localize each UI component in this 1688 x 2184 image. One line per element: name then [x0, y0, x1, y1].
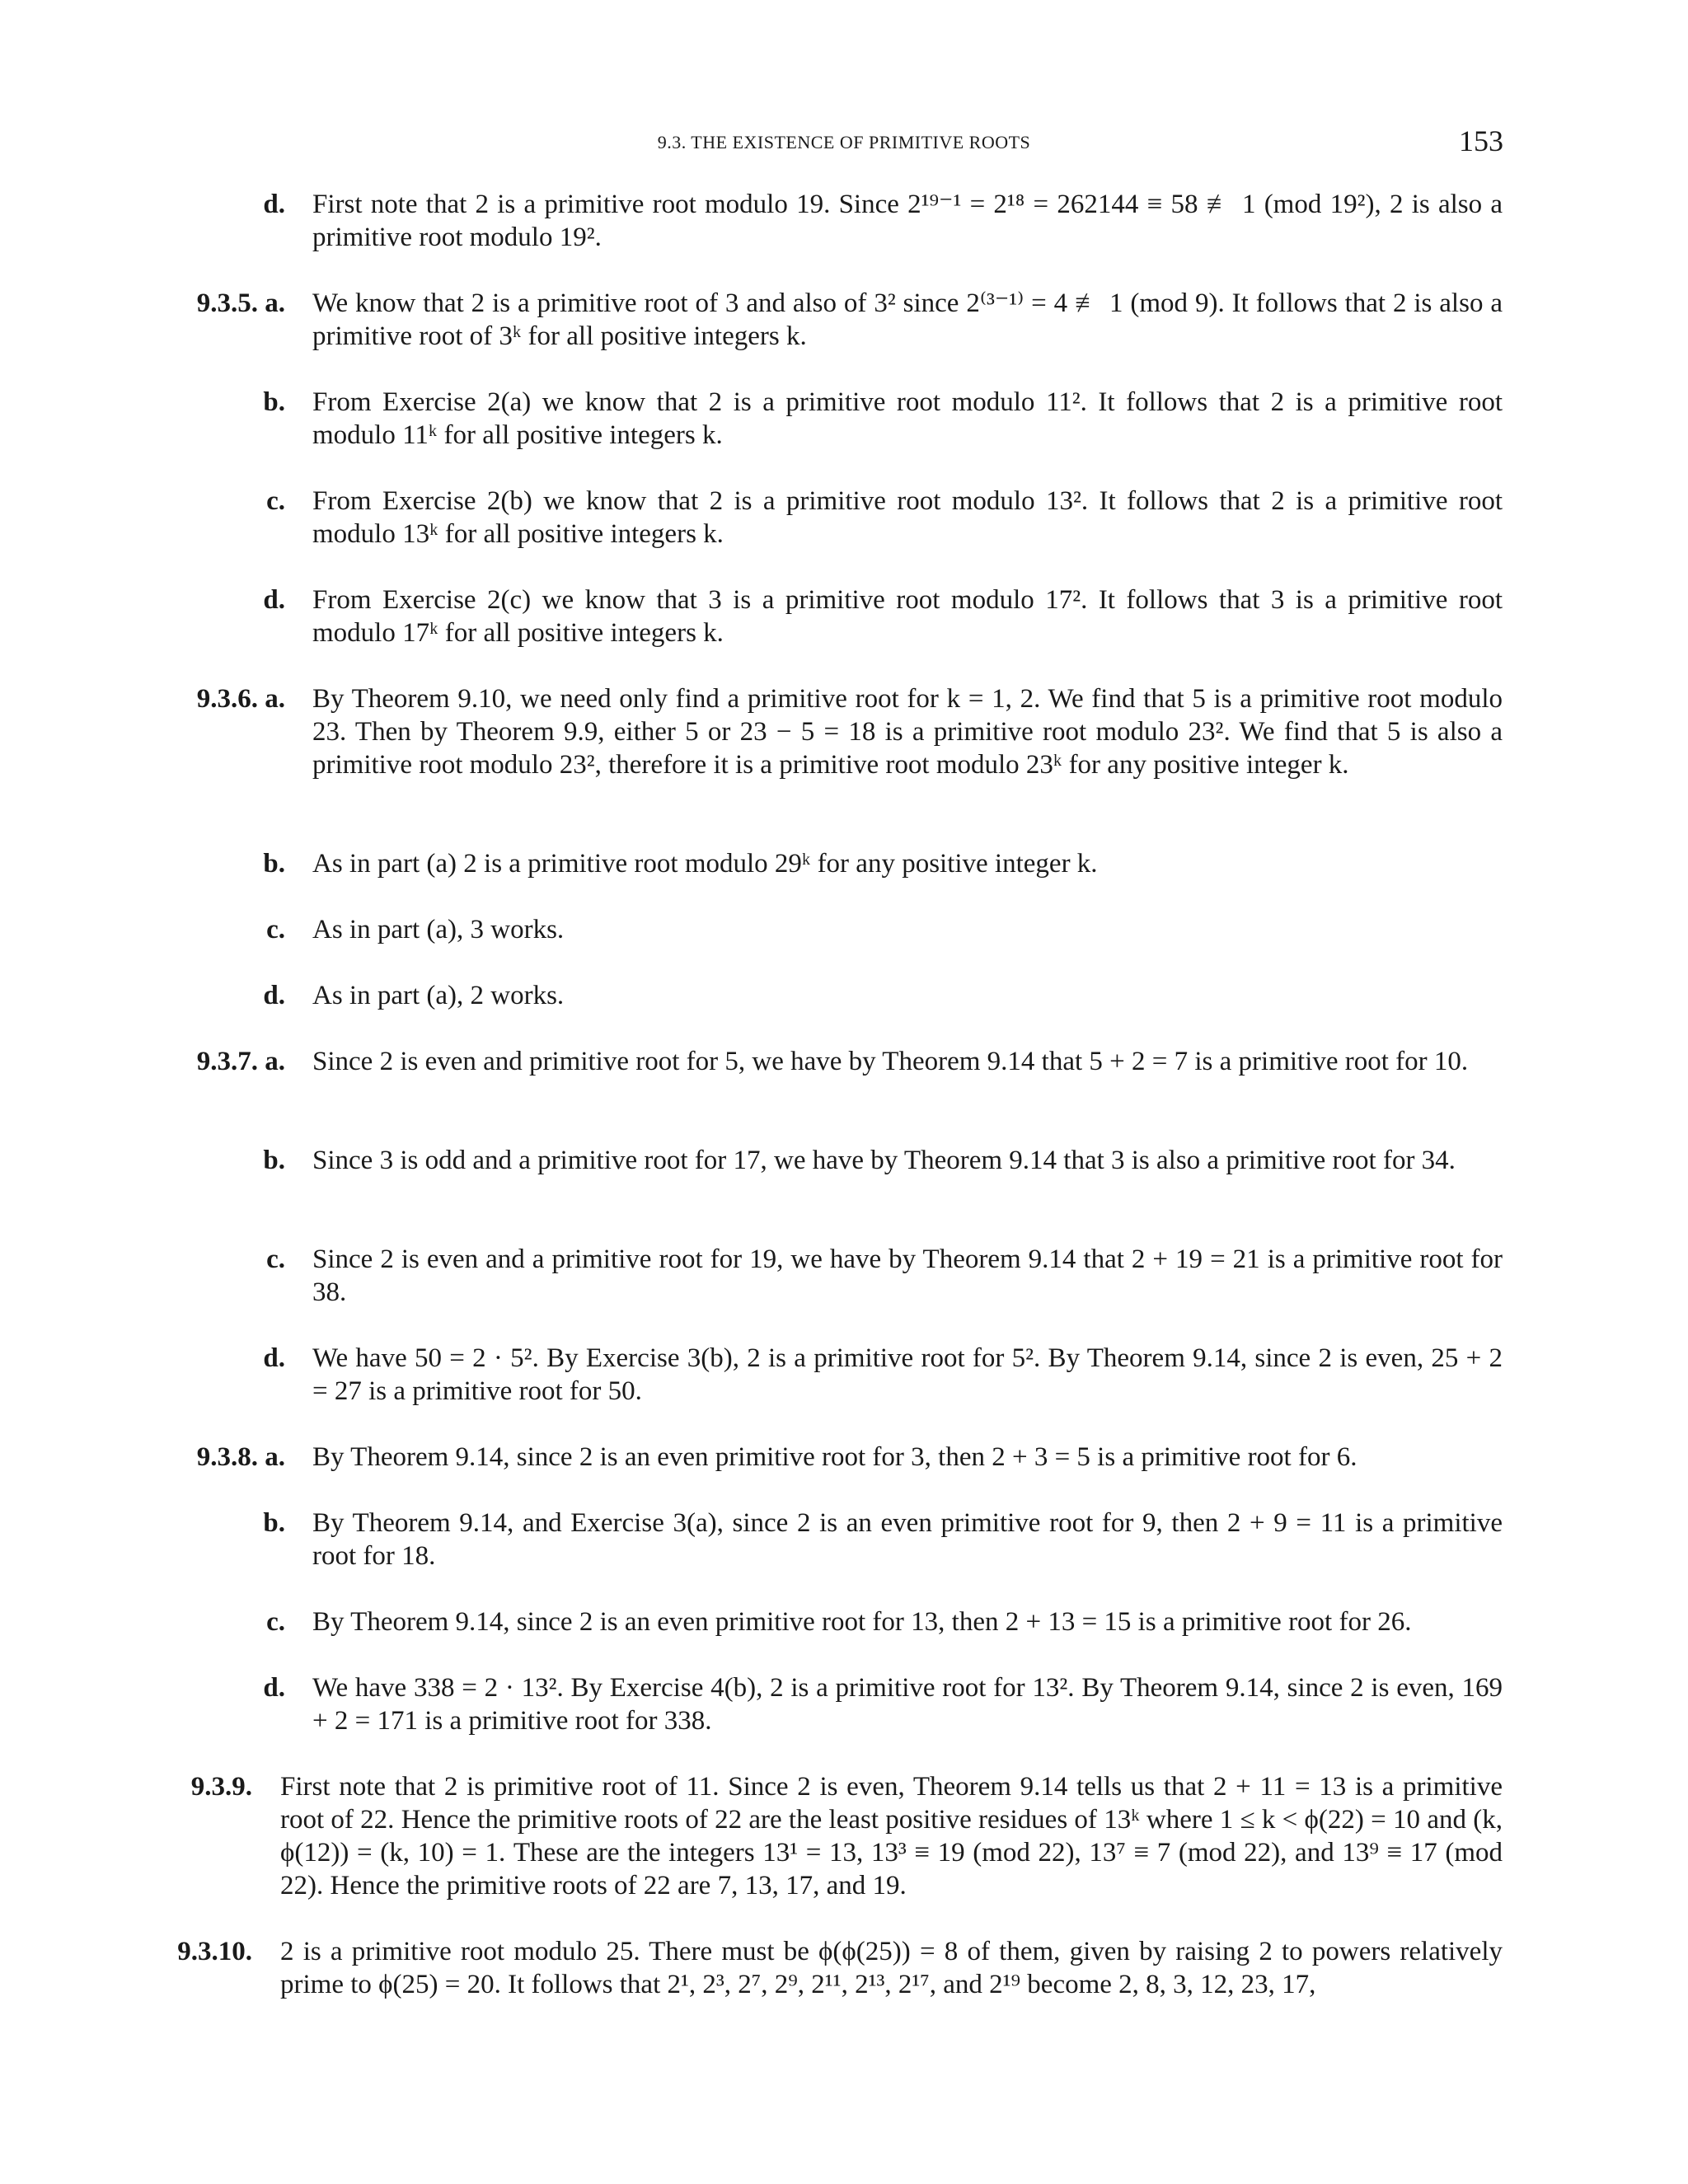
item-text: By Theorem 9.14, and Exercise 3(a), since 2 is an even primitive root for 9, then 2 + 9 = 11 is a primitive root for 18.: [312, 1508, 1503, 1571]
item-label: c.: [266, 1607, 285, 1637]
item-text: From Exercise 2(b) we know that 2 is a primitive root modulo 13². It follows that 2 is a primitive root modulo 13ᵏ for all positive integers k.: [312, 486, 1503, 549]
item-label: d.: [263, 1343, 285, 1373]
item-label: b.: [263, 1508, 285, 1538]
item-text: By Theorem 9.10, we need only find a primitive root for k = 1, 2. We find that 5 is a primitive root modulo 23. Then by Theorem 9.9, either 5 or 23 − 5 = 18 is a primitive root modulo 23². We find that 5 is also a primitive root modulo 23², therefore it is a primitive root modulo 23ᵏ for any positive integer k.: [312, 684, 1503, 780]
item-label: c.: [266, 486, 285, 516]
page-number: 153: [1459, 124, 1503, 157]
item-label: 9.3.7. a.: [196, 1047, 285, 1076]
item-label: 9.3.9.: [190, 1772, 252, 1802]
item-text: By Theorem 9.14, since 2 is an even primitive root for 13, then 2 + 13 = 15 is a primitive root for 26.: [312, 1607, 1412, 1637]
item-label: b.: [263, 1146, 285, 1175]
item-text: First note that 2 is primitive root of 11. Since 2 is even, Theorem 9.14 tells us that 2 + 11 = 13 is a primitive root of 22. Hence the primitive roots of 22 are the least positive residues of 13ᵏ where 1 ≤ k < ϕ(22) = 10 and (k, ϕ(12)) = (k, 10) = 1. These are the integers 13¹ = 13, 13³ ≡ 19 (mod 22), 13⁷ ≡ 7 (mod 22), and 13⁹ ≡ 17 (mod 22). Hence the primitive roots of 22 are 7, 13, 17, and 19.: [280, 1772, 1503, 1900]
item-text: As in part (a) 2 is a primitive root modulo 29ᵏ for any positive integer k.: [312, 849, 1098, 879]
item-label: 9.3.10.: [177, 1937, 252, 1966]
item-text: From Exercise 2(a) we know that 2 is a primitive root modulo 11². It follows that 2 is a primitive root modulo 11ᵏ for all positive integers k.: [312, 387, 1503, 450]
item-label: b.: [263, 387, 285, 417]
item-label: 9.3.8. a.: [196, 1442, 285, 1472]
item-label: d.: [263, 1673, 285, 1703]
item-text: Since 2 is even and a primitive root for 19, we have by Theorem 9.14 that 2 + 19 = 21 is a primitive root for 38.: [312, 1244, 1503, 1307]
item-text: By Theorem 9.14, since 2 is an even primitive root for 3, then 2 + 3 = 5 is a primitive root for 6.: [312, 1442, 1357, 1472]
item-text: We have 338 = 2 · 13². By Exercise 4(b), 2 is a primitive root for 13². By Theorem 9.14, since 2 is even, 169 + 2 = 171 is a primitive root for 338.: [312, 1673, 1503, 1736]
item-text: From Exercise 2(c) we know that 3 is a primitive root modulo 17². It follows that 3 is a primitive root modulo 17ᵏ for all positive integers k.: [312, 585, 1503, 648]
item-label: 9.3.6. a.: [196, 684, 285, 714]
item-label: c.: [266, 1244, 285, 1274]
item-text: We have 50 = 2 · 5². By Exercise 3(b), 2 is a primitive root for 5². By Theorem 9.14, since 2 is even, 25 + 2 = 27 is a primitive root for 50.: [312, 1343, 1503, 1406]
item-label: b.: [263, 849, 285, 879]
item-label: d.: [263, 585, 285, 615]
item-label: 9.3.5. a.: [196, 288, 285, 318]
item-label: d.: [263, 981, 285, 1010]
item-text: We know that 2 is a primitive root of 3 and also of 3² since 2⁽³⁻¹⁾ = 4 ≢ 1 (mod 9). It follows that 2 is also a primitive root of 3ᵏ for all positive integers k.: [312, 288, 1503, 351]
running-title: 9.3. THE EXISTENCE OF PRIMITIVE ROOTS: [657, 132, 1031, 152]
item-text: 2 is a primitive root modulo 25. There must be ϕ(ϕ(25)) = 8 of them, given by raising 2 to powers relatively prime to ϕ(25) = 20. It follows that 2¹, 2³, 2⁷, 2⁹, 2¹¹, 2¹³, 2¹⁷, and 2¹⁹ become 2, 8, 3, 12, 23, 17,: [280, 1937, 1503, 1999]
item-label: d.: [263, 190, 285, 219]
item-text: As in part (a), 3 works.: [312, 915, 565, 944]
item-text: First note that 2 is a primitive root modulo 19. Since 2¹⁹⁻¹ = 2¹⁸ = 262144 ≡ 58 ≢ 1 (mod 19²), 2 is also a primitive root modulo 19².: [312, 190, 1503, 252]
running-head: [0, 124, 1688, 157]
item-label: c.: [266, 915, 285, 944]
item-text: Since 3 is odd and a primitive root for 17, we have by Theorem 9.14 that 3 is also a primitive root for 34.: [312, 1146, 1456, 1175]
item-text: As in part (a), 2 works.: [312, 981, 565, 1010]
item-text: Since 2 is even and primitive root for 5, we have by Theorem 9.14 that 5 + 2 = 7 is a primitive root for 10.: [312, 1047, 1469, 1076]
